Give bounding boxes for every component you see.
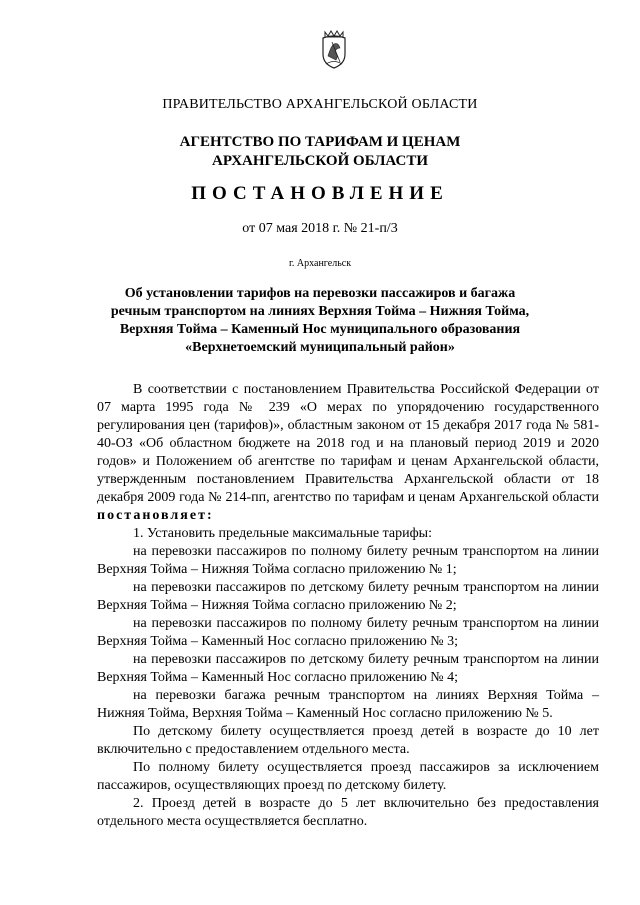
item-1: 1. Установить предельные максимальные тарифы:	[133, 526, 432, 541]
full-ticket-paragraph: По полному билету осуществляется проезд пассажиров за исключением пассажиров, осуществляющих проезд по детскому билету.	[97, 760, 599, 793]
title-line3: Верхняя Тойма – Каменный Нос муниципального образования	[119, 322, 521, 337]
agency-name-line1: АГЕНТСТВО ПО ТАРИФАМ И ЦЕНАМ	[179, 134, 461, 150]
item-2: 2. Проезд детей в возрасте до 5 лет включительно без предоставления отдельного места осуществляется бесплатно.	[97, 796, 599, 829]
title-line4: «Верхнетоемский муниципальный район»	[185, 340, 455, 355]
title-line1: Об установлении тарифов на перевозки пассажиров и багажа	[124, 286, 516, 301]
government-name: ПРАВИТЕЛЬСТВО АРХАНГЕЛЬСКОЙ ОБЛАСТИ	[162, 97, 478, 112]
document-body	[97, 381, 599, 831]
coat-of-arms-icon	[316, 26, 352, 70]
agency-name	[0, 133, 640, 171]
city: г. Архангельск	[288, 258, 352, 269]
child-ticket-paragraph: По детскому билету осуществляется проезд детей в возрасте до 10 лет включительно с предоставлением отдельного места.	[97, 724, 599, 757]
resolves-word: постановляет:	[97, 508, 214, 523]
tariff-4: на перевозки пассажиров по детскому билету речным транспортом на линии Верхняя Тойма – Каменный Нос согласно приложению № 4;	[97, 652, 599, 685]
tariff-2: на перевозки пассажиров по детскому билету речным транспортом на линии Верхняя Тойма – Нижняя Тойма согласно приложению № 2;	[97, 580, 599, 613]
tariff-1: на перевозки пассажиров по полному билету речным транспортом на линии Верхняя Тойма – Нижняя Тойма согласно приложению № 1;	[97, 544, 599, 577]
tariff-3: на перевозки пассажиров по полному билету речным транспортом на линии Верхняя Тойма – Каменный Нос согласно приложению № 3;	[97, 616, 599, 649]
title-line2: речным транспортом на линиях Верхняя Тойма – Нижняя Тойма,	[110, 304, 530, 319]
tariff-5: на перевозки багажа речным транспортом на линиях Верхняя Тойма – Нижняя Тойма, Верхняя Тойма – Каменный Нос согласно приложению № 5.	[97, 688, 599, 721]
agency-name-line2: АРХАНГЕЛЬСКОЙ ОБЛАСТИ	[212, 153, 428, 169]
document-title	[0, 285, 640, 357]
date-and-number: от 07 мая 2018 г. № 21-п/3	[242, 221, 398, 236]
document-type: ПОСТАНОВЛЕНИЕ	[191, 183, 449, 204]
preamble-paragraph	[97, 381, 599, 525]
preamble-text: В соответствии с постановлением Правительства Российской Федерации от 07 марта 1995 года № 239 «О мерах по упорядочению государственного регулирования цен (тарифов)», областным законом от 15 декабря 2017 года № 581-40-ОЗ «Об областном бюджете на 2018 год и на плановый период 2019 и 2020 годов» и Положением об агентстве по тарифам и ценам Архангельской области, утвержденным постановлением Правительства Архангельской области от 18 декабря 2009 года № 214-пп, агентство по тарифам и ценам Архангельской области	[97, 382, 599, 505]
